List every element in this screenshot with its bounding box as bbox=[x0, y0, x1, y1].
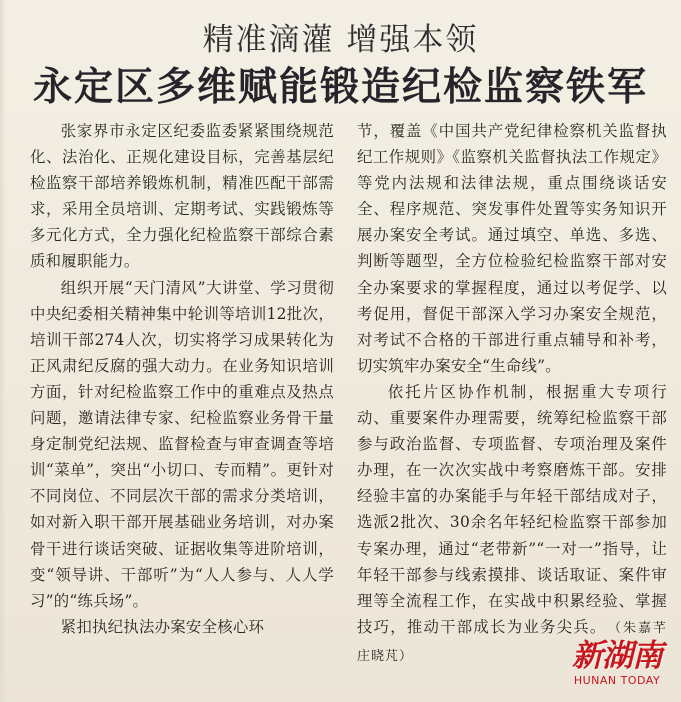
article-subtitle: 精准滴灌 增强本领 bbox=[202, 22, 479, 58]
paragraph-practice-text: 依托片区协作机制，根据重大专项行动、重要案件办理需要，统筹纪检监察干部参与政治监督、专项监督、专项治理及案件办理，在一次次实战中考察磨炼干部。安排经验丰富的办案能手与年轻干部结成对子，选派2批次、30余名年轻纪检监察干部参加专案办理，通过“老带新”“一对一”指导，让年轻干部参与线索摸排、谈话取证、案件审理等全流程工作，在实战中积累经验、掌握技巧，推动干部成长为业务尖兵。 bbox=[357, 382, 667, 636]
article-left-column bbox=[30, 118, 334, 640]
article-author: （朱嘉芊 庄晓芃） bbox=[357, 620, 667, 664]
logo-text: HUNAN TODAY bbox=[573, 674, 661, 687]
article-headline: 永定区多维赋能锻造纪检监察铁军 bbox=[32, 65, 648, 110]
paragraph-exam-continued: 节，覆盖《中国共产党纪律检察机关监督执纪工作规则》《监察机关监督执法工作规定》等党内法规和法律法规，重点围绕谈话安全、程序规范、突发事件处置等实务知识开展办案安全考试。通过填空、单选、多选、判断等题型，全方位检验纪检监察干部对安全办案要求的掌握程度，通过以考促学、以考促用，督促干部深入学习办案安全规范，对考试不合格的干部进行重点辅导和补考，切实筑牢办案安全“生命线”。 bbox=[357, 122, 667, 375]
paragraph-intro: 张家界市永定区纪委监委紧紧围绕规范化、法治化、正规化建设目标，完善基层纪检监察干部培养锻炼机制，精准匹配干部需求，采用全员培训、定期考试、实践锻炼等多元化方式，全力强化纪检监察干部综合素质和履职能力。 bbox=[30, 122, 334, 271]
paragraph-training: 组织开展“天门清风”大讲堂、学习贯彻中央纪委相关精神集中轮训等培训12批次，培训干部274人次，切实将学习成果转化为正风肃纪反腐的强大动力。在业务知识培训方面，针对纪检监察工作中的重难点及热点问题，邀请法律专家、纪检监察业务骨干量身定制党纪法规、监督检查与审查调查等培训“菜单”，突出“小切口、专而精”。更针对不同岗位、不同层次干部的需求分类培训，如对新入职干部开展基础业务培训，对办案骨干进行谈话突破、证据收集等进阶培训，变“领导讲、干部听”为“人人参与、人人学习”的“练兵场”。 bbox=[30, 278, 334, 610]
paragraph-exam-start: 紧扣执纪执法办案安全核心环 bbox=[60, 617, 265, 636]
hunan-today-logo bbox=[561, 638, 673, 694]
logo-mark: 新湖南 bbox=[572, 638, 662, 674]
paragraph-practice bbox=[357, 379, 667, 670]
article-right-column bbox=[357, 118, 667, 670]
